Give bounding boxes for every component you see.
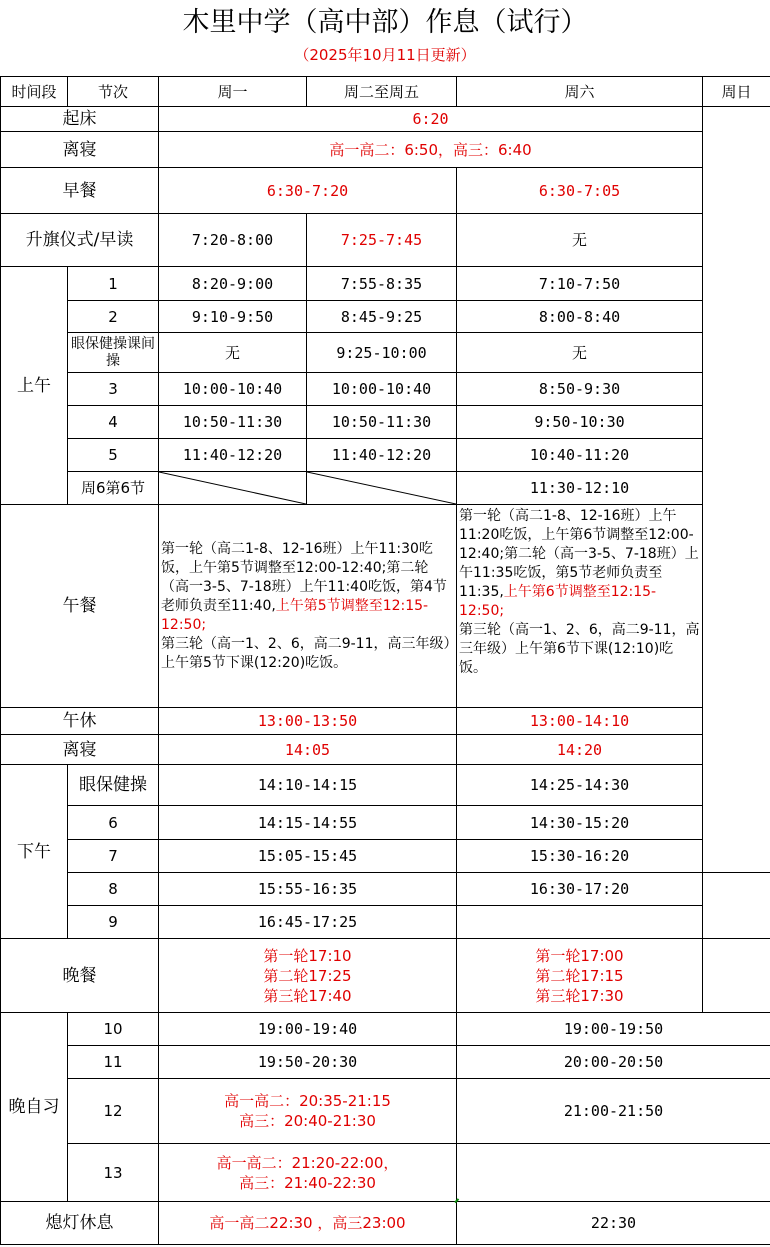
leave-dorm-am-time: 高一高二：6:50，高三：6:40 <box>159 132 703 168</box>
session-eye-exercise: 眼保健操课间操 <box>68 333 159 373</box>
dinner-row <box>1 939 770 1013</box>
session-no: 8 <box>68 873 159 906</box>
afternoon-label: 下午 <box>1 765 68 939</box>
table-row <box>1 1013 770 1046</box>
nap-row <box>1 708 770 735</box>
lunch-sat-highlight: 上午第6节调整至12:15-12:50; <box>459 584 657 619</box>
grade-3-time: 高三：21:40-22:30 <box>239 1173 376 1192</box>
dinner-round: 第二轮17:25 <box>263 966 352 985</box>
wake-time: 6:20 <box>159 107 703 132</box>
tue-fri-time: 10:00-10:40 <box>307 373 457 406</box>
header-period: 时间段 <box>1 77 68 107</box>
leave-dorm-am-row <box>1 132 770 168</box>
tue-fri-time: 10:50-11:30 <box>307 406 457 439</box>
lunch-weekday-text <box>159 505 457 708</box>
header-sun: 周日 <box>703 77 770 107</box>
lunch-sat-text <box>457 505 703 708</box>
sat-time: 无 <box>457 333 703 373</box>
table-row <box>1 373 770 406</box>
session-no: 9 <box>68 906 159 939</box>
flag-row <box>1 214 770 267</box>
header-tue-fri: 周二至周五 <box>307 77 457 107</box>
session-no: 10 <box>68 1013 159 1046</box>
wake-label: 起床 <box>1 107 159 132</box>
session-eye-exercise: 眼保健操 <box>68 765 159 806</box>
session-no: 7 <box>68 840 159 873</box>
page-title: 木里中学（高中部）作息（试行） <box>182 7 588 38</box>
lights-out-sat: 22:30 <box>457 1202 770 1245</box>
session-no: 13 <box>68 1144 159 1202</box>
diagonal-cell <box>159 472 307 505</box>
leave-dorm-pm-row <box>1 735 770 765</box>
dinner-weekday <box>159 939 457 1013</box>
grade-12-time: 高一高二：20:35-21:15 <box>224 1092 391 1110</box>
flag-tue-fri: 7:25-7:45 <box>307 214 457 267</box>
weekday-time: 14:10-14:15 <box>159 765 457 806</box>
weekday-time: 15:05-15:45 <box>159 840 457 873</box>
sat-time: 10:40-11:20 <box>457 439 703 472</box>
sat-time: 14:25-14:30 <box>457 765 703 806</box>
table-row <box>1 1046 770 1079</box>
sat-time: 20:00-20:50 <box>457 1046 770 1079</box>
dinner-round: 第一轮17:00 <box>535 946 624 965</box>
update-date: （2025年10月11日更新） <box>294 46 476 64</box>
schedule-table <box>0 76 770 1245</box>
session-no: 11 <box>68 1046 159 1079</box>
sunday-blank-top <box>703 107 770 873</box>
leave-dorm-pm-weekday: 14:05 <box>159 735 457 765</box>
sat-time: 8:50-9:30 <box>457 373 703 406</box>
tue-fri-time: 11:40-12:20 <box>307 439 457 472</box>
tue-fri-time: 8:45-9:25 <box>307 301 457 333</box>
lunch-weekday-highlight: 上午第5节调整至12:15-12:50; <box>161 597 429 633</box>
sunday-blank-dinner <box>703 939 770 1013</box>
weekday-time: 14:15-14:55 <box>159 806 457 840</box>
sat-time: 7:10-7:50 <box>457 267 703 301</box>
nap-weekday: 13:00-13:50 <box>159 708 457 735</box>
diagonal-cell <box>307 472 457 505</box>
wake-row <box>1 107 770 132</box>
lights-out-label: 熄灯休息 <box>1 1202 159 1245</box>
mon-time: 8:20-9:00 <box>159 267 307 301</box>
lunch-label: 午餐 <box>1 505 159 708</box>
header-mon: 周一 <box>159 77 307 107</box>
nap-sat: 13:00-14:10 <box>457 708 703 735</box>
flag-sat: 无 <box>457 214 703 267</box>
grade-12-time: 高一高二：21:20-22:00， <box>216 1153 399 1172</box>
sat-time: 8:00-8:40 <box>457 301 703 333</box>
dinner-sat <box>457 939 703 1013</box>
breakfast-label: 早餐 <box>1 168 159 214</box>
table-row <box>1 765 770 806</box>
dinner-round: 第一轮17:10 <box>263 946 352 965</box>
session-no: 5 <box>68 439 159 472</box>
leave-dorm-pm-sat: 14:20 <box>457 735 703 765</box>
lights-out-weekday: 高一高二22:30 ，高三23:00 <box>159 1202 457 1245</box>
breakfast-sat: 6:30-7:05 <box>457 168 703 214</box>
weekday-time <box>159 1144 457 1202</box>
table-row <box>1 840 770 873</box>
header-sat: 周六 <box>457 77 703 107</box>
table-row <box>1 472 770 505</box>
sat-time: 16:30-17:20 <box>457 873 703 906</box>
weekday-time: 19:00-19:40 <box>159 1013 457 1046</box>
session-no: 3 <box>68 373 159 406</box>
lunch-weekday-part2: 第三轮（高一1、2、6，高二9-11，高三年级）上午第5节下课(12:20)吃饭。 <box>161 635 451 671</box>
session-no: 6 <box>68 806 159 840</box>
table-row <box>1 439 770 472</box>
breakfast-weekday: 6:30-7:20 <box>159 168 457 214</box>
tue-fri-time: 9:25-10:00 <box>307 333 457 373</box>
dinner-round: 第二轮17:15 <box>535 966 624 985</box>
leave-dorm-pm-label: 离寝 <box>1 735 159 765</box>
dinner-round: 第三轮17:40 <box>263 986 352 1005</box>
weekday-time: 19:50-20:30 <box>159 1046 457 1079</box>
lights-out-row <box>1 1202 770 1245</box>
sat-time: 14:30-15:20 <box>457 806 703 840</box>
grade-3-time: 高三：20:40-21:30 <box>239 1112 376 1130</box>
weekday-time: 16:45-17:25 <box>159 906 457 939</box>
mon-time: 10:50-11:30 <box>159 406 307 439</box>
weekday-time <box>159 1079 457 1144</box>
diagonal-line <box>159 472 306 504</box>
sat-time: 21:00-21:50 <box>457 1079 770 1144</box>
dinner-round: 第三轮17:30 <box>535 986 624 1005</box>
lunch-weekday-part1: 第一轮（高二1-8、12-16班）上午11:30吃饭，上午第5节调整至12:00-12:40;第二轮（高一3-5、7-18班）上午11:40吃饭，第4节老师负责至11:40, <box>161 540 447 614</box>
session-sat-6: 周6第6节 <box>68 472 159 505</box>
lunch-row <box>1 505 770 708</box>
leave-dorm-am-label: 离寝 <box>1 132 159 168</box>
flag-mon: 7:20-8:00 <box>159 214 307 267</box>
table-row <box>1 873 770 906</box>
sat-time-empty <box>457 1144 770 1202</box>
mon-time: 11:40-12:20 <box>159 439 307 472</box>
sat-time: 19:00-19:50 <box>457 1013 770 1046</box>
session-no: 1 <box>68 267 159 301</box>
flag-label: 升旗仪式/早读 <box>1 214 159 267</box>
mon-time: 9:10-9:50 <box>159 301 307 333</box>
breakfast-row <box>1 168 770 214</box>
table-row <box>1 301 770 333</box>
lunch-sat-part1: 第一轮（高二1-8、12-16班）上午11:20吃饭，上午第6节调整至12:00-12:40;第二轮（高一3-5、7-18班）上午11:35吃饭，第5节老师负责至11:35, <box>459 508 699 600</box>
table-row <box>1 906 770 939</box>
header-session: 节次 <box>68 77 159 107</box>
table-row <box>1 1079 770 1144</box>
mon-time: 10:00-10:40 <box>159 373 307 406</box>
table-row <box>1 1144 770 1202</box>
sunday-blank-mid <box>703 873 770 939</box>
morning-label: 上午 <box>1 267 68 505</box>
diagonal-line <box>307 472 456 504</box>
session-no: 4 <box>68 406 159 439</box>
weekday-time: 15:55-16:35 <box>159 873 457 906</box>
header-row <box>1 77 770 107</box>
dinner-label: 晚餐 <box>1 939 159 1013</box>
sat-time: 11:30-12:10 <box>457 472 703 505</box>
table-row <box>1 267 770 301</box>
sat-time: 9:50-10:30 <box>457 406 703 439</box>
evening-label: 晚自习 <box>1 1013 68 1202</box>
nap-label: 午休 <box>1 708 159 735</box>
sat-time: 15:30-16:20 <box>457 840 703 873</box>
session-no: 12 <box>68 1079 159 1144</box>
table-row <box>1 333 770 373</box>
session-no: 2 <box>68 301 159 333</box>
sat-time-empty <box>457 906 703 939</box>
mon-time: 无 <box>159 333 307 373</box>
lunch-sat-part2: 第三轮（高一1、2、6，高二9-11，高三年级）上午第6节下课(12:10)吃饭。 <box>459 622 700 676</box>
table-row <box>1 406 770 439</box>
tue-fri-time: 7:55-8:35 <box>307 267 457 301</box>
table-row <box>1 806 770 840</box>
